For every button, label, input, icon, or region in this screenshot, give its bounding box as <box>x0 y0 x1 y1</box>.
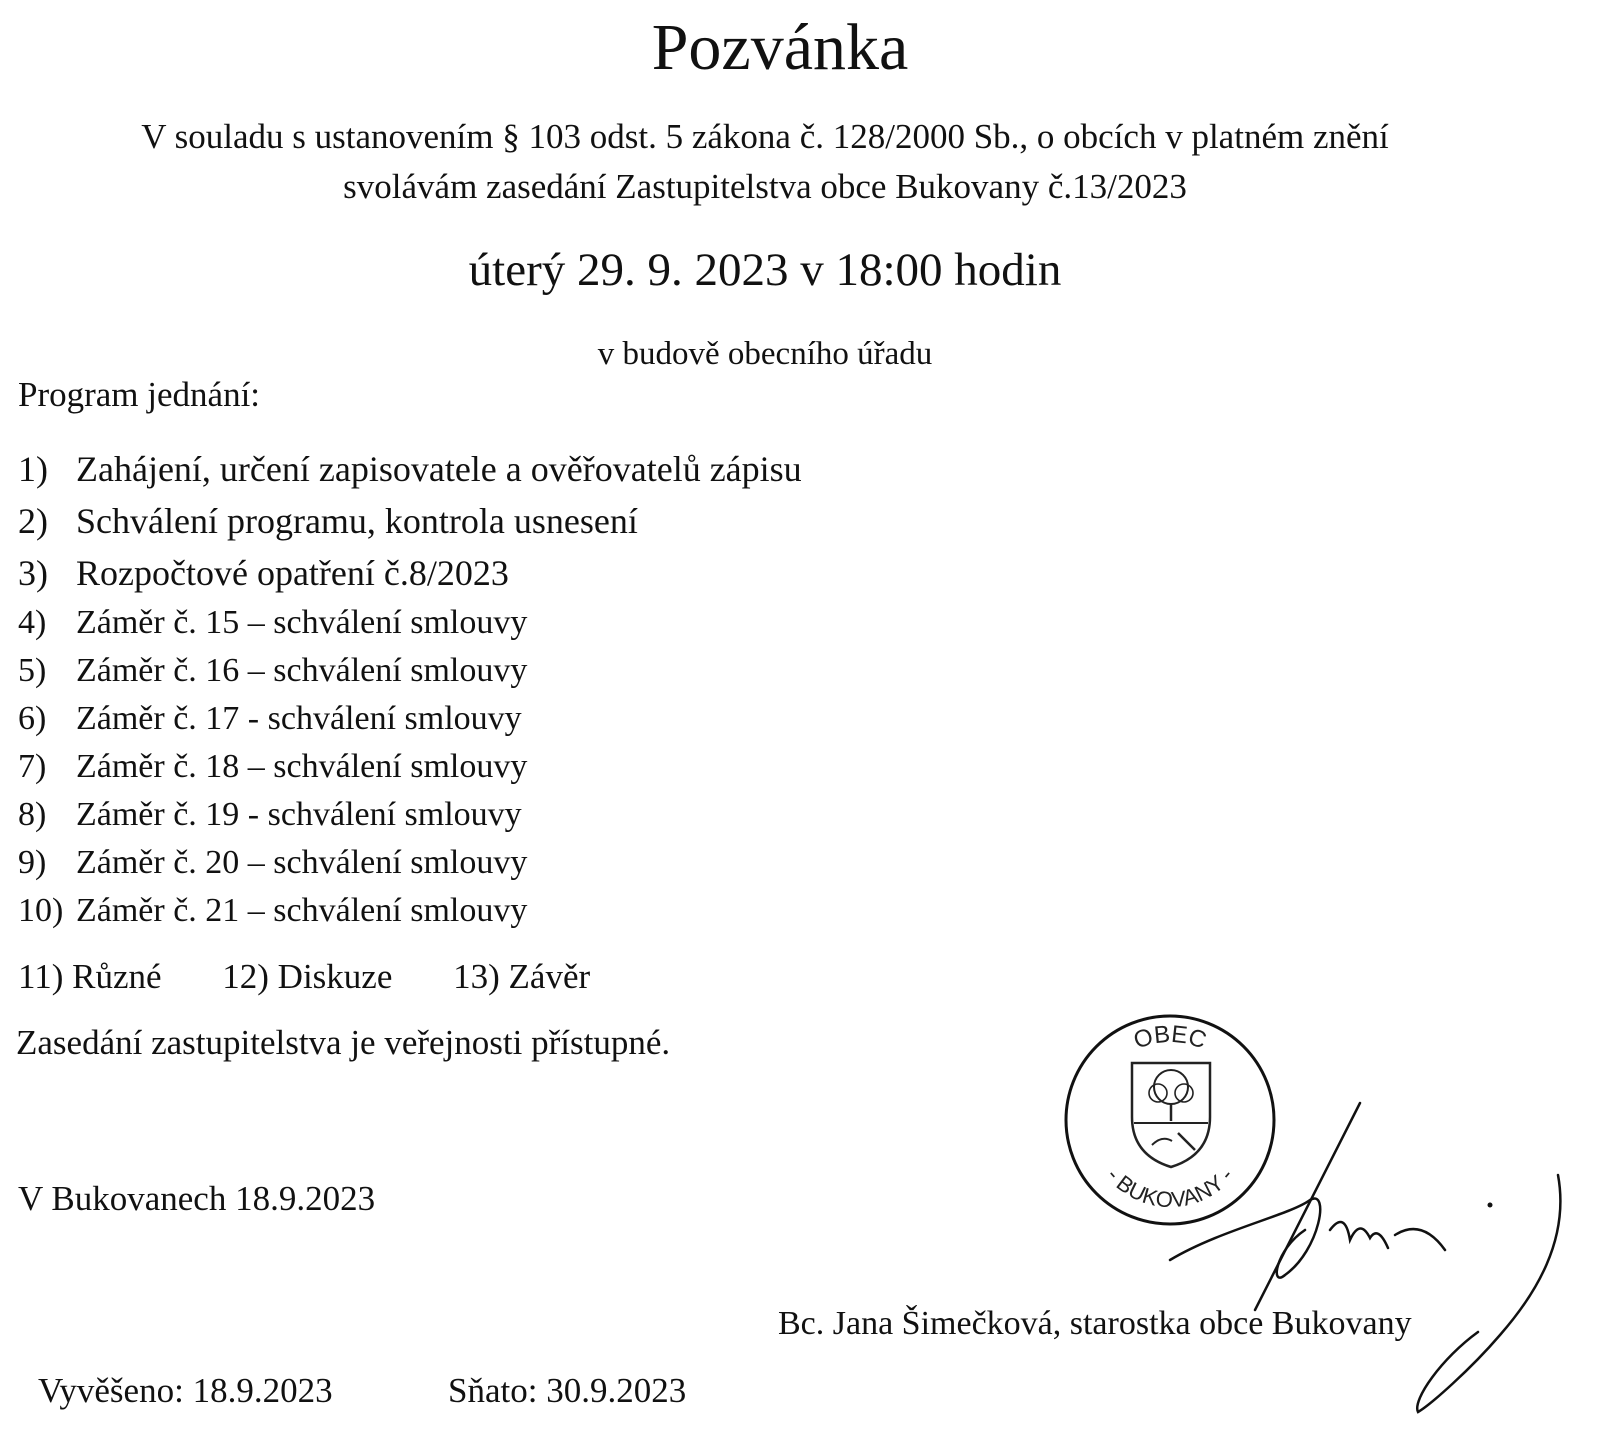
agenda-item <box>18 841 527 885</box>
agenda-item-text: Schválení programu, kontrola usnesení <box>76 501 638 541</box>
intro-line-1: V souladu s ustanovením § 103 odst. 5 zákona č. 128/2000 Sb., o obcích v platném znění <box>141 117 1389 156</box>
signatory-name: Bc. Jana Šimečková, starostka obce Bukovany <box>778 1305 1412 1342</box>
svg-text:OBEC: OBEC <box>1130 1020 1210 1055</box>
agenda-item-number: 9) <box>18 844 47 881</box>
meeting-date-time: úterý 29. 9. 2023 v 18:00 hodin <box>468 244 1062 296</box>
meeting-venue: v budově obecního úřadu <box>597 336 933 372</box>
agenda-item <box>18 551 509 595</box>
removed-label: Sňato: <box>448 1371 538 1410</box>
document-title: Pozvánka <box>651 11 909 84</box>
posted-label: Vyvěšeno: <box>38 1371 184 1410</box>
agenda-item-text: Záměr č. 18 – schválení smlouvy <box>76 748 528 785</box>
agenda-item-text: Záměr č. 20 – schválení smlouvy <box>76 844 528 881</box>
agenda-item-text: Záměr č. 19 - schválení smlouvy <box>76 796 522 833</box>
agenda-item-text: Rozpočtové opatření č.8/2023 <box>76 553 509 593</box>
agenda-item-conclusion: 13) Závěr <box>453 957 591 996</box>
agenda-item <box>18 889 527 933</box>
agenda-item <box>18 447 802 491</box>
public-access-note: Zasedání zastupitelstva je veřejnosti přístupné. <box>16 1023 671 1062</box>
agenda-item <box>18 793 522 837</box>
agenda-item-text: Záměr č. 17 - schválení smlouvy <box>76 700 522 737</box>
intro-line-2: svolávám zasedání Zastupitelstva obce Bukovany č.13/2023 <box>343 167 1187 206</box>
agenda-final-items <box>18 955 642 999</box>
agenda-item-number: 10) <box>18 892 64 929</box>
posted-info <box>38 1368 333 1414</box>
handwritten-signature <box>1160 1100 1600 1420</box>
agenda-item-discussion: 12) Diskuze <box>222 957 393 996</box>
agenda-item-number: 7) <box>18 748 47 785</box>
removed-info <box>448 1368 686 1414</box>
agenda-item <box>18 745 527 789</box>
agenda-item <box>18 697 522 741</box>
agenda-item-number: 4) <box>18 604 47 641</box>
agenda-item-text: Záměr č. 21 – schválení smlouvy <box>76 892 528 929</box>
svg-text:- BUKOVANY -: - BUKOVANY - <box>1101 1162 1239 1213</box>
agenda-item-text: Záměr č. 15 – schválení smlouvy <box>76 604 528 641</box>
agenda-item-number: 2) <box>18 501 48 541</box>
agenda-item-number: 3) <box>18 553 48 593</box>
agenda-item-text: Záměr č. 16 – schválení smlouvy <box>76 652 528 689</box>
agenda-item-number: 6) <box>18 700 47 737</box>
posted-date: 18.9.2023 <box>192 1371 333 1410</box>
intro-paragraph <box>0 112 1530 212</box>
agenda-item <box>18 649 527 693</box>
agenda-heading: Program jednání: <box>18 375 261 414</box>
agenda-item-number: 8) <box>18 796 47 833</box>
agenda-item-misc: 11) Různé <box>18 957 162 996</box>
agenda-item <box>18 499 638 543</box>
agenda-item-number: 5) <box>18 652 47 689</box>
agenda-item-text: Zahájení, určení zapisovatele a ověřovatelů zápisu <box>76 449 802 489</box>
place-and-date: V Bukovanech 18.9.2023 <box>18 1179 376 1218</box>
agenda-item-number: 1) <box>18 449 48 489</box>
agenda-item <box>18 601 527 645</box>
removed-date: 30.9.2023 <box>546 1371 687 1410</box>
